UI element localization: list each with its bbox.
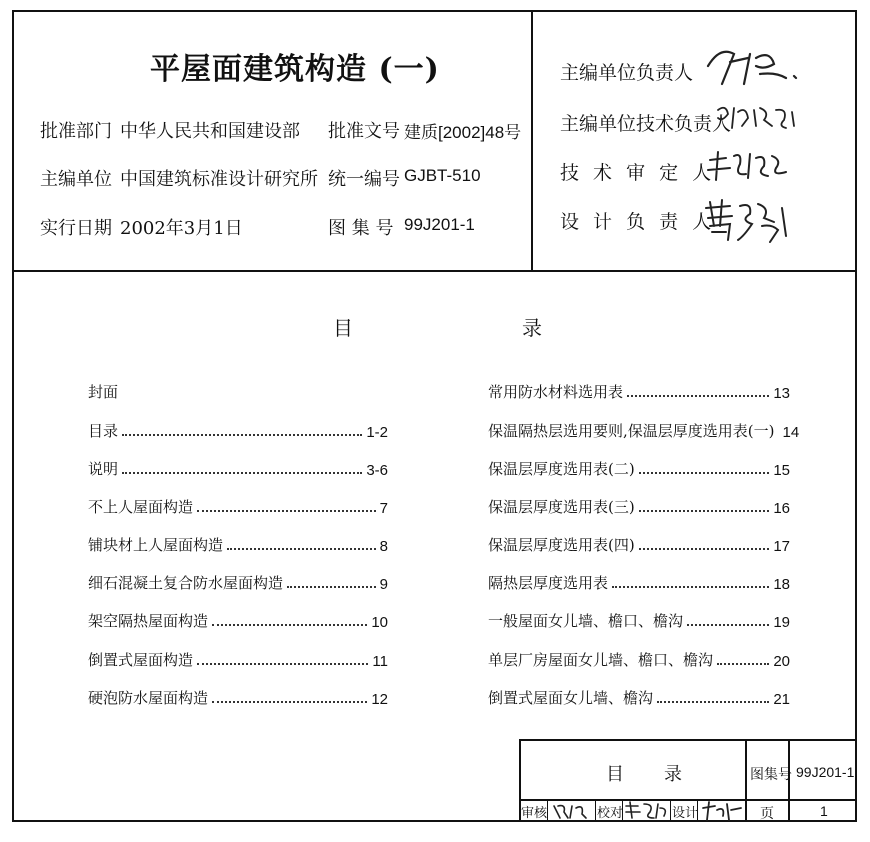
field-value-effective-date: 2002年3月1日 [120, 218, 243, 239]
toc-item-title: 细石混凝土复合防水屋面构造 [88, 574, 284, 592]
signature-review [550, 800, 594, 822]
toc-item-page: 10 [371, 614, 388, 631]
atlas-value: 99J201-1 [796, 764, 855, 780]
toc-item-title: 倒置式屋面女儿墙、檐沟 [488, 689, 654, 707]
design-label: 设计 [672, 806, 699, 821]
toc-item-waterproof-table[interactable] [488, 380, 790, 402]
field-value-atlas-no: 99J201-1 [404, 215, 475, 234]
field-label-editor-unit: 主编单位 [40, 169, 112, 190]
toc-item-page: 21 [773, 691, 790, 708]
toc-leader-dots [639, 471, 770, 474]
toc-leader-dots [657, 700, 769, 703]
toc-item-title: 保温层厚度选用表(四) [488, 536, 635, 554]
toc-leader-dots [639, 509, 770, 512]
toc-item-title: 隔热层厚度选用表 [488, 574, 609, 592]
toc-item-title: 常用防水材料选用表 [488, 383, 624, 401]
title-block-col-divider-1 [745, 739, 747, 822]
toc-item-inverted-roof[interactable] [88, 648, 388, 670]
toc-item-title: 铺块材上人屋面构造 [88, 536, 224, 554]
toc-heading-right: 录 [522, 316, 542, 340]
toc-leader-dots [717, 662, 769, 665]
toc-leader-dots [627, 394, 769, 397]
toc-item-title: 保温层厚度选用表(二) [488, 460, 635, 478]
header-column-divider [531, 10, 533, 271]
toc-item-contents[interactable] [88, 419, 388, 441]
toc-item-page: 16 [773, 500, 790, 517]
field-value-unified-no: GJBT-510 [404, 166, 481, 185]
toc-leader-dots [197, 662, 368, 665]
toc-item-concrete-roof[interactable] [88, 571, 388, 593]
toc-item-page: 15 [773, 462, 790, 479]
review-label: 审核 [521, 806, 548, 821]
page-title: 平屋面建筑构造 (一) [150, 52, 440, 87]
toc-item-title: 硬泡防水屋面构造 [88, 689, 209, 707]
toc-item-page: 7 [379, 500, 388, 517]
signature-design [699, 800, 745, 822]
field-label-atlas-no: 图 集 号 [328, 218, 394, 239]
toc-item-foam-roof[interactable] [88, 686, 388, 708]
title-block-col-divider-sign-2 [595, 800, 596, 822]
toc-item-page: 20 [773, 653, 790, 670]
toc-heading-left: 目 [333, 316, 353, 340]
toc-leader-dots [122, 433, 362, 436]
toc-item-title: 不上人屋面构造 [88, 498, 194, 516]
toc-item-factory-parapet[interactable] [488, 648, 790, 670]
toc-item-title: 架空隔热屋面构造 [88, 612, 209, 630]
field-value-approval-no: 建质[2002]48号 [404, 123, 522, 142]
signature-check [624, 800, 670, 822]
toc-item-insulation-table-2[interactable] [488, 457, 790, 479]
signer-role-tech-lead: 主编单位技术负责人 [560, 113, 732, 135]
toc-item-non-access-roof[interactable] [88, 495, 388, 517]
toc-item-cover[interactable] [88, 380, 388, 402]
field-value-approval-dept: 中华人民共和国建设部 [120, 121, 300, 142]
toc-leader-dots [197, 509, 376, 512]
signer-role-chief-unit: 主编单位负责人 [560, 62, 694, 84]
page-value: 1 [820, 803, 828, 819]
toc-item-notes[interactable] [88, 457, 388, 479]
signature-chief-unit [700, 36, 810, 88]
toc-leader-dots [639, 547, 770, 550]
toc-item-title: 保温层厚度选用表(三) [488, 498, 635, 516]
toc-item-title: 倒置式屋面构造 [88, 651, 194, 669]
toc-item-page: 12 [371, 691, 388, 708]
toc-item-page: 18 [773, 576, 790, 593]
field-label-approval-dept: 批准部门 [40, 121, 112, 142]
title-block-col-divider-sign-1 [547, 800, 548, 822]
title-block-col-divider-sign-4 [670, 800, 671, 822]
toc-item-title: 目录 [88, 422, 119, 440]
toc-item-raised-roof[interactable] [88, 609, 388, 631]
field-label-unified-no: 统一编号 [328, 169, 400, 190]
signature-tech-lead [714, 100, 804, 134]
toc-leader-dots [687, 623, 769, 626]
toc-item-page: 3-6 [366, 462, 388, 479]
toc-leader-dots [212, 700, 367, 703]
toc-item-title: 说明 [88, 460, 119, 478]
field-value-editor-unit: 中国建筑标准设计研究所 [120, 169, 318, 190]
toc-item-page: 13 [773, 385, 790, 402]
toc-item-page: 8 [379, 538, 388, 555]
toc-item-insulation-table-4[interactable] [488, 533, 790, 555]
toc-leader-dots [212, 623, 367, 626]
toc-leader-dots [287, 585, 376, 588]
toc-item-inverted-parapet[interactable] [488, 686, 790, 708]
toc-item-title: 保温隔热层选用要则,保温层厚度选用表(一) [488, 422, 775, 440]
toc-item-page: 9 [379, 576, 388, 593]
signature-tech-review [706, 146, 796, 186]
atlas-label: 图集号 [750, 767, 792, 783]
field-label-effective-date: 实行日期 [40, 218, 112, 239]
toc-item-title: 封面 [88, 383, 119, 401]
toc-leader-dots [227, 547, 376, 550]
toc-leader-dots [122, 471, 362, 474]
toc-item-heat-insulation-table[interactable] [488, 571, 790, 593]
toc-item-page: 14 [782, 424, 800, 441]
toc-leader-dots [612, 585, 769, 588]
check-label: 校对 [597, 806, 624, 821]
toc-item-insulation-table-1[interactable] [488, 419, 800, 441]
toc-item-page: 17 [773, 538, 790, 555]
toc-item-title: 单层厂房屋面女儿墙、檐口、檐沟 [488, 651, 714, 669]
sheet-title-left: 目 [606, 764, 624, 785]
signer-role-design-lead: 设 计 负 责 人 [560, 211, 716, 233]
toc-item-page: 19 [773, 614, 790, 631]
toc-item-paved-roof[interactable] [88, 533, 388, 555]
toc-item-page: 1-2 [366, 424, 388, 441]
header-divider [12, 270, 857, 272]
toc-item-general-parapet[interactable] [488, 609, 790, 631]
toc-item-page: 11 [372, 653, 388, 670]
toc-item-title: 一般屋面女儿墙、檐口、檐沟 [488, 612, 684, 630]
page-label: 页 [760, 806, 774, 822]
field-label-approval-no: 批准文号 [328, 121, 400, 142]
sheet-title-right: 录 [664, 764, 682, 785]
signer-role-tech-review: 技 术 审 定 人 [560, 162, 716, 184]
signature-design-lead [700, 196, 800, 246]
toc-item-insulation-table-3[interactable] [488, 495, 790, 517]
